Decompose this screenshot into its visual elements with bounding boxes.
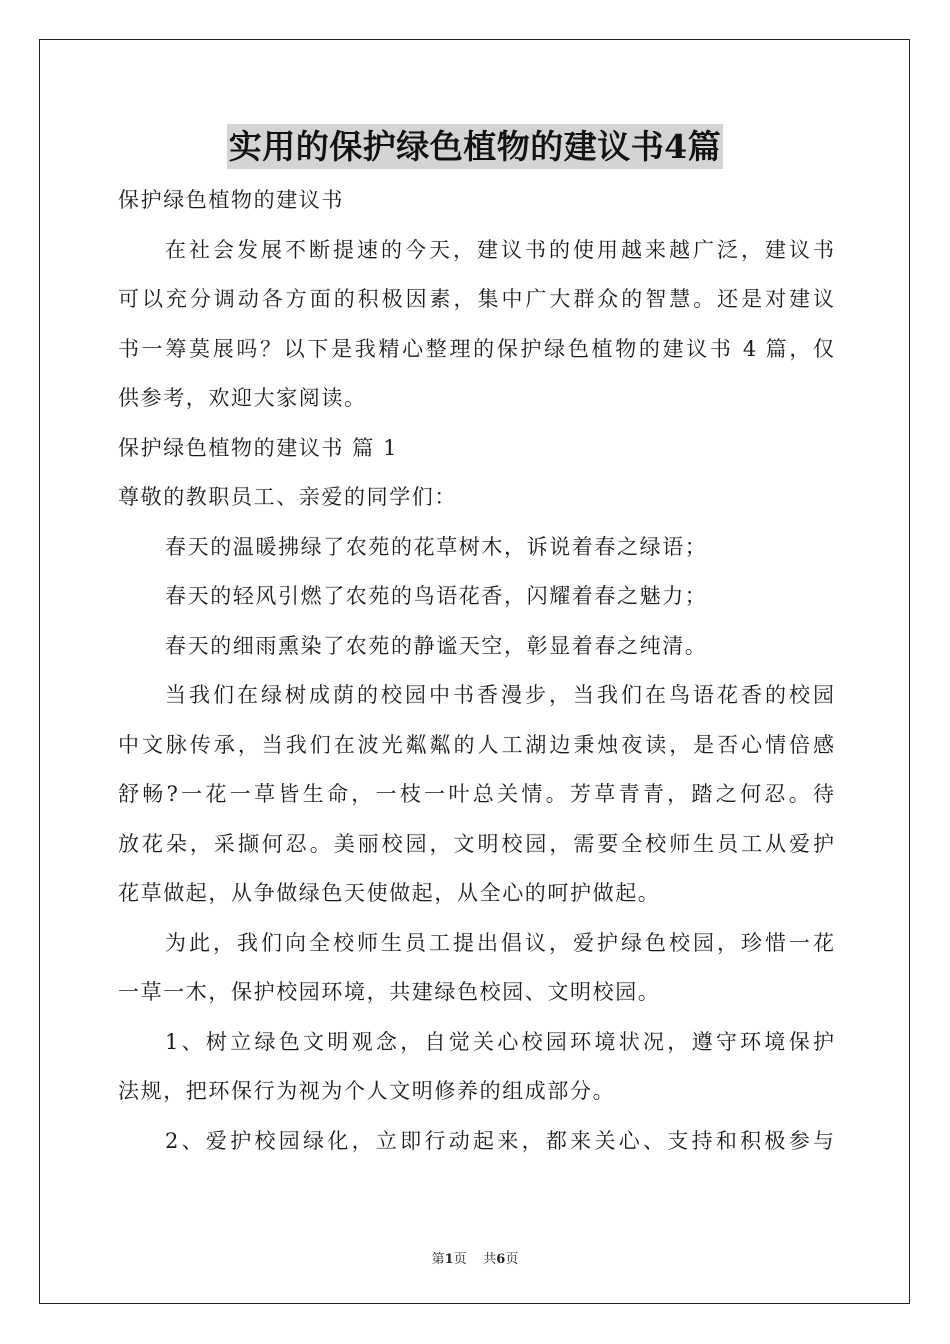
body-line: 可以充分调动各方面的积极因素，集中广大群众的智慧。还是对建议 xyxy=(118,287,834,311)
section-heading: 保护绿色植物的建议书 篇 1 xyxy=(118,435,399,460)
document-body xyxy=(118,176,834,1166)
body-line: 书一筹莫展吗？以下是我精心整理的保护绿色植物的建议书 4 篇，仅 xyxy=(118,336,834,361)
body-line: 2、爱护校园绿化，立即行动起来，都来关心、支持和积极参与 xyxy=(165,1128,834,1153)
body-line: 当我们在绿树成荫的校园中书香漫步，当我们在鸟语花香的校园 xyxy=(165,683,834,707)
body-line: 花草做起，从争做绿色天使做起，从全心的呵护做起。 xyxy=(118,881,661,905)
body-line: 中文脉传承，当我们在波光粼粼的人工湖边秉烛夜读，是否心情倍感 xyxy=(118,732,834,757)
body-line: 春天的细雨熏染了农苑的静谧天空，彰显着春之纯清。 xyxy=(165,633,708,658)
body-line: 1、树立绿色文明观念，自觉关心校园环境状况，遵守环境保护 xyxy=(165,1029,834,1054)
page-number xyxy=(432,1252,467,1267)
body-line: 法规，把环保行为视为个人文明修养的组成部分。 xyxy=(118,1079,616,1103)
page-num: 1 xyxy=(444,1252,454,1267)
body-line: 为此，我们向全校师生员工提出倡议，爱护绿色校园，珍惜一花 xyxy=(165,930,834,955)
total-num: 6 xyxy=(496,1252,506,1267)
body-line: 供参考，欢迎大家阅读。 xyxy=(118,386,367,410)
salutation: 尊敬的教职员工、亲爱的同学们： xyxy=(118,485,457,509)
page-total xyxy=(483,1252,518,1267)
section-heading: 保护绿色植物的建议书 xyxy=(118,188,344,212)
body-line: 放花朵，采撷何忍。美丽校园，文明校园，需要全校师生员工从爱护 xyxy=(118,831,834,856)
page-suffix: 页 xyxy=(453,1252,467,1267)
body-line: 一草一木，保护校园环境，共建绿色校园、文明校园。 xyxy=(118,980,661,1004)
total-prefix: 共 xyxy=(483,1252,497,1267)
document-title-wrap xyxy=(0,124,950,169)
body-line: 舒畅?一花一草皆生命，一枝一叶总关情。芳草青青，踏之何忍。待 xyxy=(118,782,834,806)
page-prefix: 第 xyxy=(431,1252,445,1267)
body-line: 春天的轻风引燃了农苑的鸟语花香，闪耀着春之魅力； xyxy=(165,584,708,608)
document-title: 实用的保护绿色植物的建议书4篇 xyxy=(227,124,723,169)
page-footer xyxy=(0,1248,950,1267)
body-line: 春天的温暖拂绿了农苑的花草树木，诉说着春之绿语； xyxy=(165,534,708,559)
body-line: 在社会发展不断提速的今天，建议书的使用越来越广泛，建议书 xyxy=(165,237,834,262)
total-suffix: 页 xyxy=(505,1252,519,1267)
